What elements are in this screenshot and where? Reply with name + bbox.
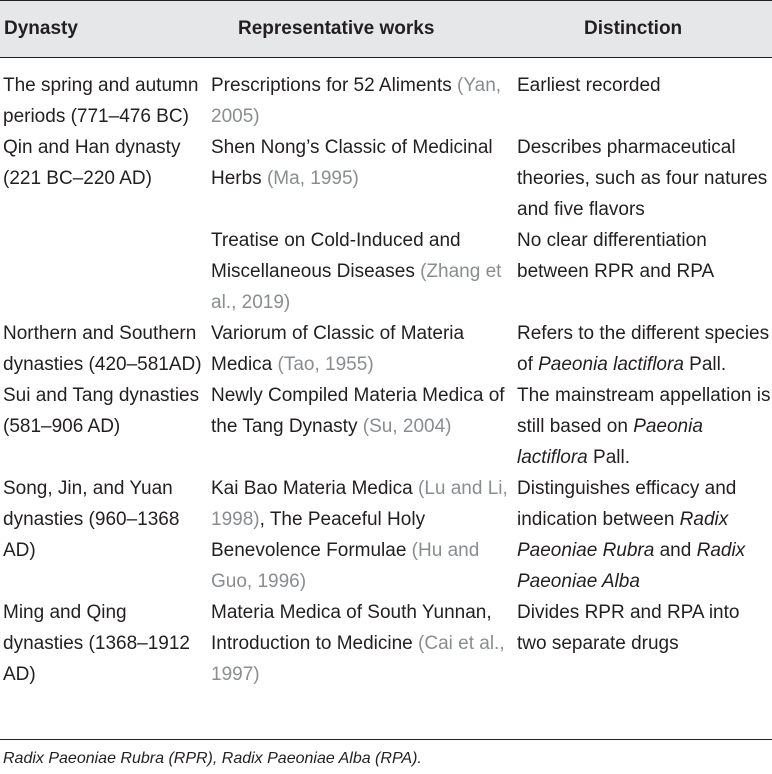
text-segment: Describes pharmaceutical theories, such as four natures and five flavors	[517, 137, 768, 220]
header-representative-works: Representative works	[238, 18, 435, 39]
table-header-row	[0, 1, 772, 58]
cell-distinction	[514, 597, 772, 690]
cell-representative-works	[208, 225, 514, 318]
cell-distinction	[514, 380, 772, 473]
cell-representative-works	[208, 380, 514, 473]
cell-distinction	[514, 225, 772, 318]
text-segment: The mainstream appellation is still based on	[517, 385, 771, 437]
text-segment: No clear differentiation between RPR and RPA	[517, 230, 715, 282]
text-segment: Prescriptions for 52 Aliments	[211, 75, 458, 96]
cell-representative-works	[208, 58, 514, 133]
table-row	[0, 132, 772, 225]
table-row	[0, 597, 772, 690]
header-dynasty: Dynasty	[4, 18, 78, 39]
table-footnote: Radix Paeoniae Rubra (RPR), Radix Paeoniae Alba (RPA).	[3, 750, 422, 767]
text-segment: Pall.	[683, 354, 727, 375]
table-row	[0, 318, 772, 380]
text-segment: Materia Medica of South Yunnan, Introduction to Medicine	[211, 602, 492, 654]
cell-distinction	[514, 473, 772, 597]
table-body	[0, 58, 772, 691]
cell-representative-works	[208, 132, 514, 225]
table-row	[0, 225, 772, 318]
citation-link[interactable]: (Su, 2004)	[362, 416, 452, 437]
table-bottom-rule	[0, 739, 772, 740]
text-segment: Treatise on Cold-Induced and Miscellaneous Diseases	[211, 230, 461, 282]
italic-term: Radix Paeoniae Alba	[517, 540, 746, 592]
citation-link[interactable]: (Yan, 2005)	[211, 75, 502, 127]
cell-dynasty: The spring and autumn periods (771–476 BC)	[3, 75, 199, 127]
citation-link[interactable]: (Lu and Li, 1998)	[211, 478, 508, 530]
table-row	[0, 58, 772, 133]
cell-dynasty: Ming and Qing dynasties (1368–1912 AD)	[3, 602, 190, 685]
cell-representative-works	[208, 473, 514, 597]
italic-term: Radix Paeoniae Rubra	[517, 509, 729, 561]
text-segment: Kai Bao Materia Medica	[211, 478, 418, 499]
text-segment: Newly Compiled Materia Medica of the Tang Dynasty	[211, 385, 505, 437]
cell-representative-works	[208, 597, 514, 690]
text-segment: Variorum of Classic of Materia Medica	[211, 323, 465, 375]
italic-term: Paeonia lactiflora	[538, 354, 684, 375]
header-distinction: Distinction	[584, 18, 683, 39]
cell-distinction	[514, 132, 772, 225]
text-segment: Distinguishes efficacy and indication between	[517, 478, 737, 530]
text-segment: , The Peaceful Holy Benevolence Formulae	[211, 509, 426, 561]
cell-dynasty	[0, 225, 208, 318]
citation-link[interactable]: (Zhang et al., 2019)	[211, 261, 502, 313]
citation-link[interactable]: (Cai et al., 1997)	[211, 633, 505, 685]
table-row	[0, 380, 772, 473]
cell-dynasty: Northern and Southern dynasties (420–581AD)	[3, 323, 202, 375]
cell-distinction	[514, 58, 772, 133]
table-row	[0, 473, 772, 597]
cell-dynasty: Song, Jin, and Yuan dynasties (960–1368 AD)	[3, 478, 180, 561]
text-segment: Shen Nong’s Classic of Medicinal Herbs	[211, 137, 493, 189]
text-segment: Earliest recorded	[517, 75, 661, 96]
text-segment: and	[654, 540, 697, 561]
text-segment: Refers to the different species of	[517, 323, 770, 375]
cell-distinction	[514, 318, 772, 380]
text-segment: Divides RPR and RPA into two separate drugs	[517, 602, 740, 654]
cell-dynasty: Sui and Tang dynasties (581–906 AD)	[3, 385, 200, 437]
italic-term: Paeonia lactiflora	[517, 416, 703, 468]
cell-representative-works	[208, 318, 514, 380]
text-segment: Pall.	[587, 447, 630, 468]
citation-link[interactable]: (Tao, 1955)	[277, 354, 374, 375]
citation-link[interactable]: (Ma, 1995)	[266, 168, 359, 189]
citation-link[interactable]: (Hu and Guo, 1996)	[211, 540, 480, 592]
cell-dynasty: Qin and Han dynasty (221 BC–220 AD)	[3, 137, 181, 189]
